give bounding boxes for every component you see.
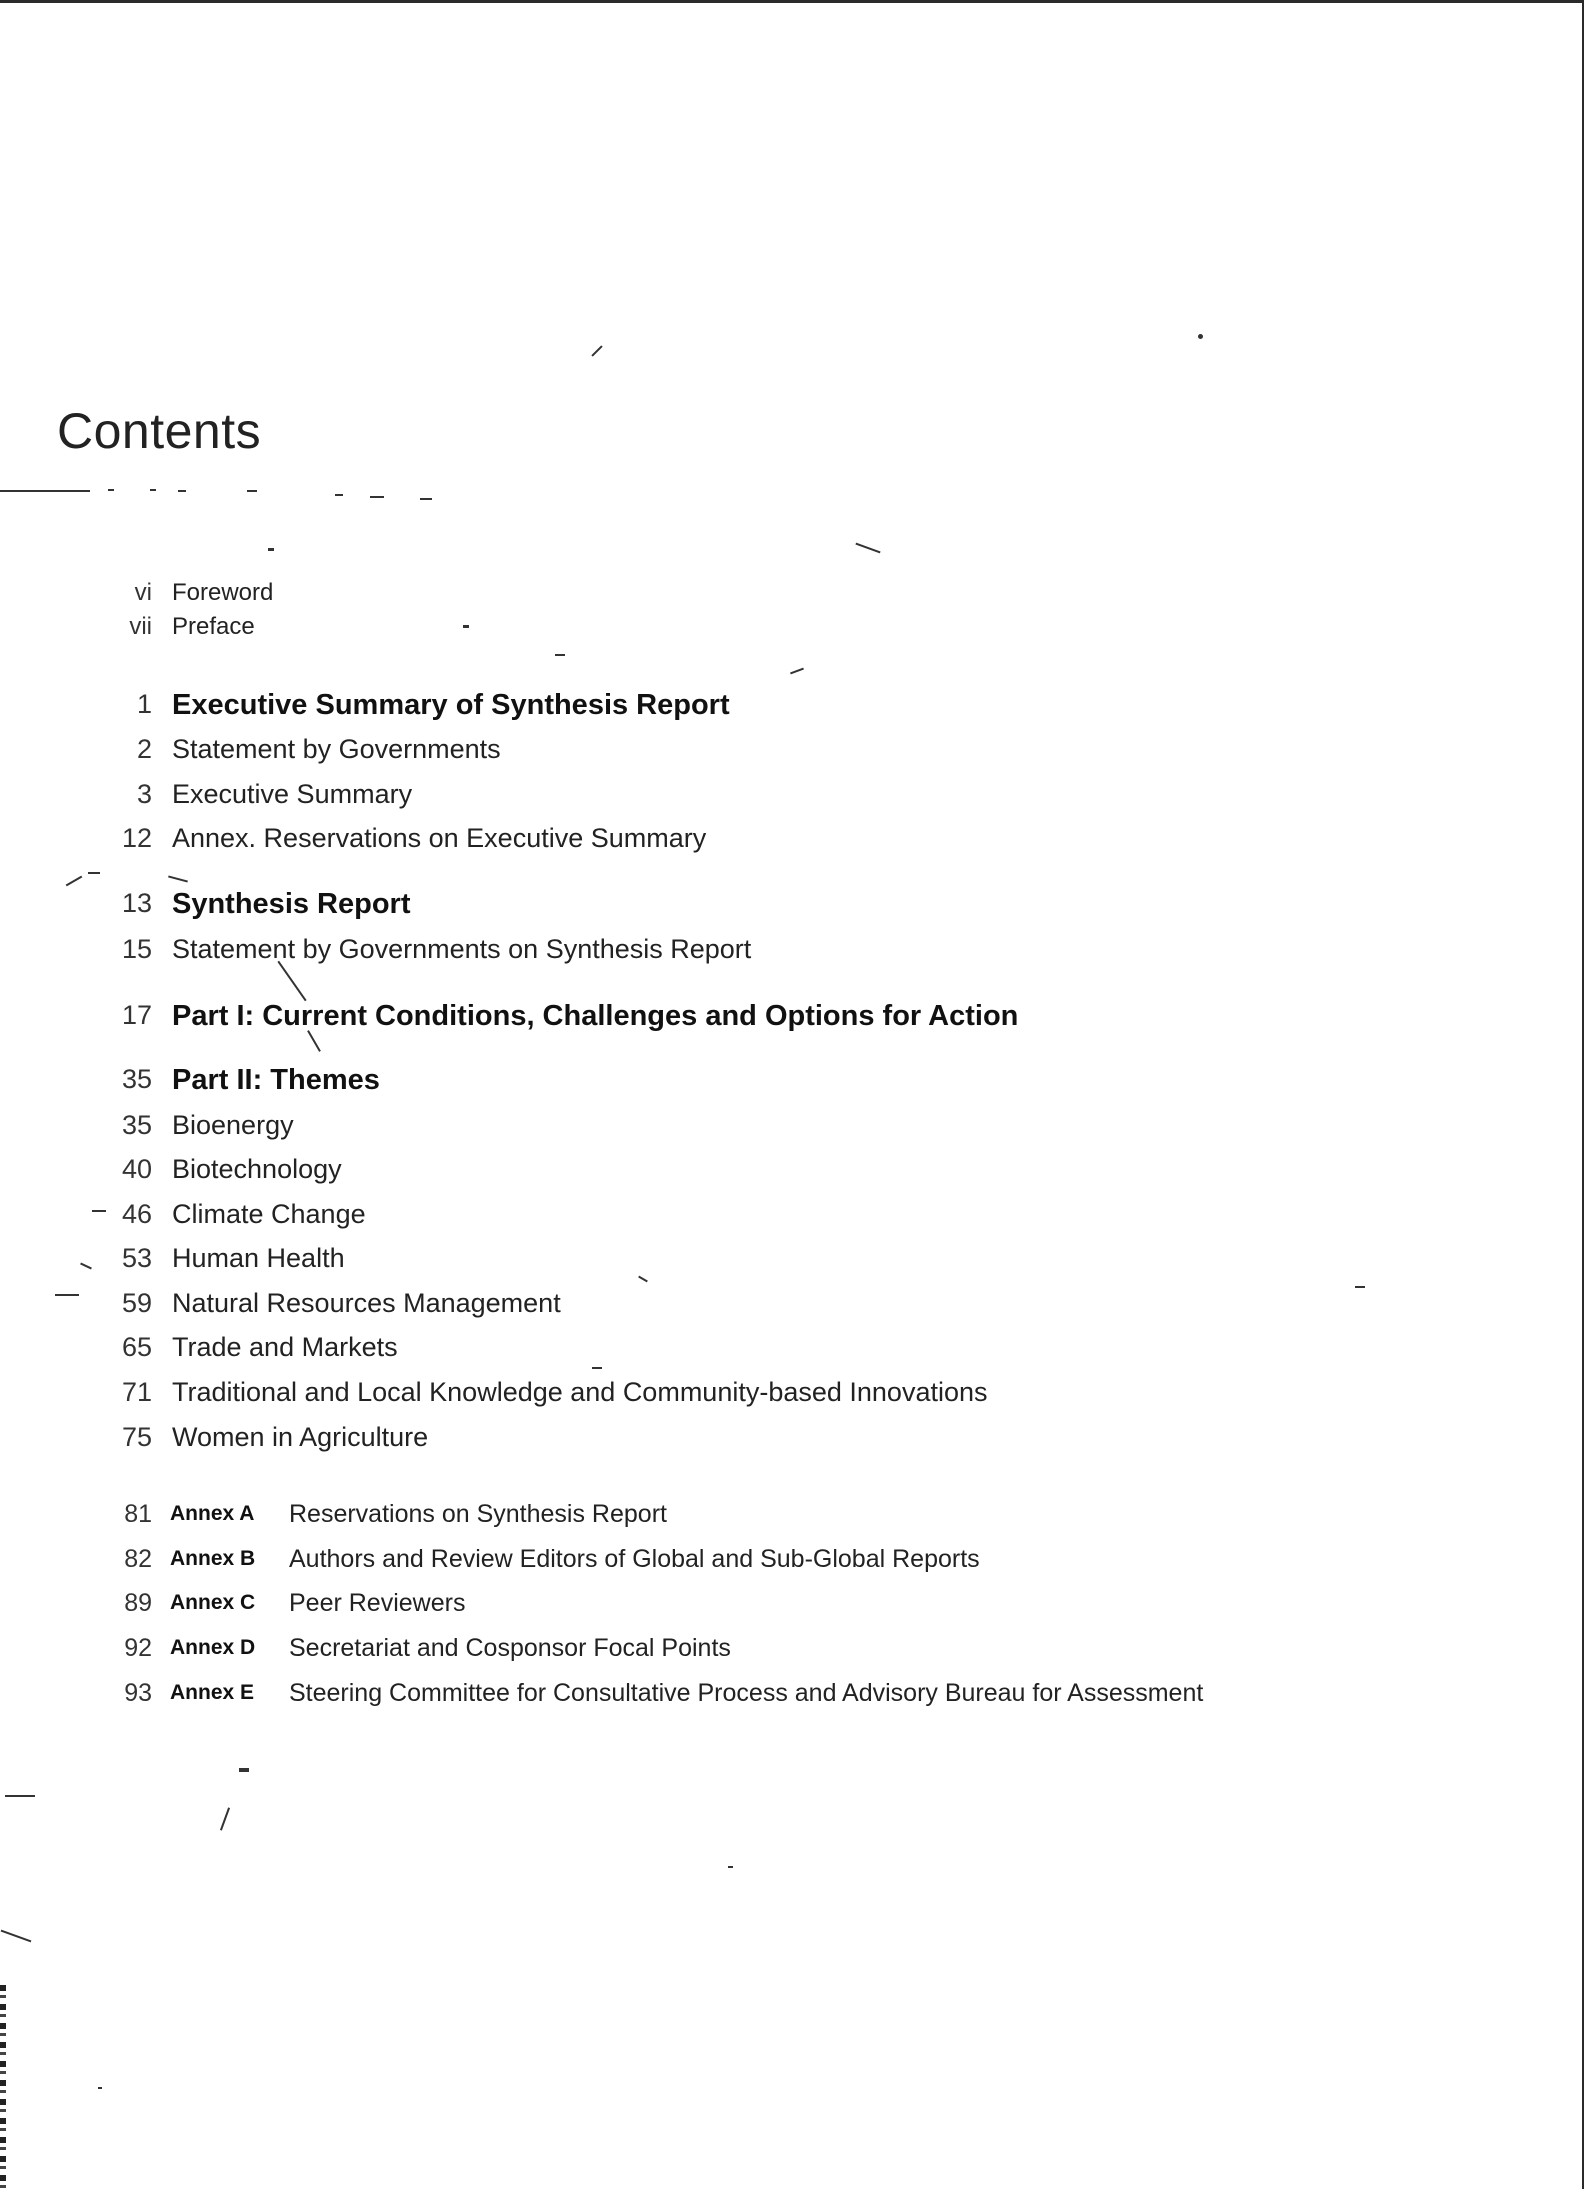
annex-tag: Annex A	[170, 1502, 255, 1525]
toc-entry-title: Women in Agriculture	[172, 1422, 429, 1452]
toc-page-number: 1	[136, 689, 152, 719]
toc-page-number: 65	[121, 1332, 152, 1362]
scan-speck	[1355, 1286, 1365, 1288]
scan-speck	[98, 2087, 102, 2089]
toc-page-number: 89	[124, 1589, 152, 1617]
scan-speck	[220, 1807, 230, 1830]
scan-speck	[638, 1276, 648, 1283]
scan-speck	[150, 489, 156, 491]
toc-entry-title: Natural Resources Management	[172, 1288, 561, 1318]
toc-page-number: 35	[121, 1064, 152, 1094]
toc-page-number: vi	[134, 579, 152, 606]
scan-speck	[1198, 334, 1203, 339]
toc-section-title: Synthesis Report	[172, 888, 411, 920]
toc-entry-title: Preface	[172, 613, 255, 640]
scan-speck	[370, 496, 384, 498]
toc-entry-title: Executive Summary	[172, 779, 413, 809]
annex-tag: Annex B	[170, 1547, 256, 1570]
scan-speck	[108, 489, 114, 491]
scan-speck	[88, 872, 100, 874]
scan-speck	[178, 490, 186, 492]
scan-speck	[1, 1930, 32, 1943]
toc-page-number: 13	[121, 888, 152, 918]
scan-speck	[420, 498, 432, 500]
scan-speck	[728, 1866, 733, 1868]
toc-entry-title: Climate Change	[172, 1199, 366, 1229]
scan-edge-left	[0, 1985, 6, 2189]
toc-entry-title: Human Health	[172, 1243, 345, 1273]
page-title: Contents	[57, 402, 262, 459]
toc-entry-title: Reservations on Synthesis Report	[289, 1500, 667, 1528]
toc-page-number: 17	[121, 1000, 152, 1030]
scan-speck	[0, 490, 90, 492]
scan-speck	[307, 1030, 321, 1052]
toc-page-number: 46	[121, 1199, 152, 1229]
scan-speck	[335, 494, 343, 496]
scan-speck	[5, 1795, 35, 1797]
toc-page-number: 35	[121, 1110, 152, 1140]
scan-speck	[591, 345, 602, 356]
toc-entry-title: Foreword	[172, 579, 274, 606]
scan-speck	[277, 961, 306, 1001]
toc-page-number: 15	[121, 934, 152, 964]
toc-entry-title: Annex. Reservations on Executive Summary	[172, 823, 707, 853]
toc-page-number: vii	[129, 613, 152, 640]
toc-page-number: 59	[121, 1288, 152, 1318]
toc-page-number: 81	[124, 1500, 152, 1528]
annex-tag: Annex D	[170, 1636, 256, 1659]
toc-page-number: 71	[121, 1377, 152, 1407]
toc-entry-title: Statement by Governments on Synthesis Report	[172, 934, 752, 964]
toc-entry-title: Authors and Review Editors of Global and Sub-Global Reports	[289, 1545, 980, 1573]
toc-page-number: 93	[124, 1679, 152, 1707]
toc-entry-title: Biotechnology	[172, 1154, 342, 1184]
scan-speck	[168, 875, 188, 882]
annex-tag: Annex C	[170, 1591, 256, 1614]
toc-entry-title: Steering Committee for Consultative Process and Advisory Bureau for Assessment	[289, 1679, 1204, 1707]
scan-speck	[855, 543, 880, 554]
scan-speck	[463, 625, 469, 628]
scan-speck	[790, 668, 804, 675]
toc-entry-title: Statement by Governments	[172, 734, 501, 764]
toc-entry-title: Trade and Markets	[172, 1332, 398, 1362]
toc-page-number: 92	[124, 1634, 152, 1662]
toc-page-number: 2	[136, 734, 152, 764]
toc-section-title: Part II: Themes	[172, 1064, 380, 1096]
scan-speck	[247, 490, 257, 492]
scan-speck	[555, 654, 565, 656]
toc-page-number: 3	[136, 779, 152, 809]
toc-entry-title: Secretariat and Cosponsor Focal Points	[289, 1634, 731, 1662]
toc-entry-title: Peer Reviewers	[289, 1589, 466, 1617]
toc-section-title: Part I: Current Conditions, Challenges and Options for Action	[172, 1000, 1019, 1032]
toc-page-number: 40	[121, 1154, 152, 1184]
toc-page-number: 53	[121, 1243, 152, 1273]
scan-speck	[268, 548, 274, 551]
scan-speck	[66, 876, 83, 887]
toc-page-number: 75	[121, 1422, 152, 1452]
scan-edge-top	[0, 0, 1584, 3]
toc-page-number: 82	[124, 1545, 152, 1573]
toc-page-number: 12	[121, 823, 152, 853]
scan-speck	[239, 1768, 249, 1772]
annex-tag: Annex E	[170, 1681, 255, 1704]
toc-section-title: Executive Summary of Synthesis Report	[172, 689, 730, 721]
scan-speck	[592, 1367, 602, 1369]
toc-entry-title: Traditional and Local Knowledge and Community-based Innovations	[172, 1377, 988, 1407]
toc-entry-title: Bioenergy	[172, 1110, 294, 1140]
